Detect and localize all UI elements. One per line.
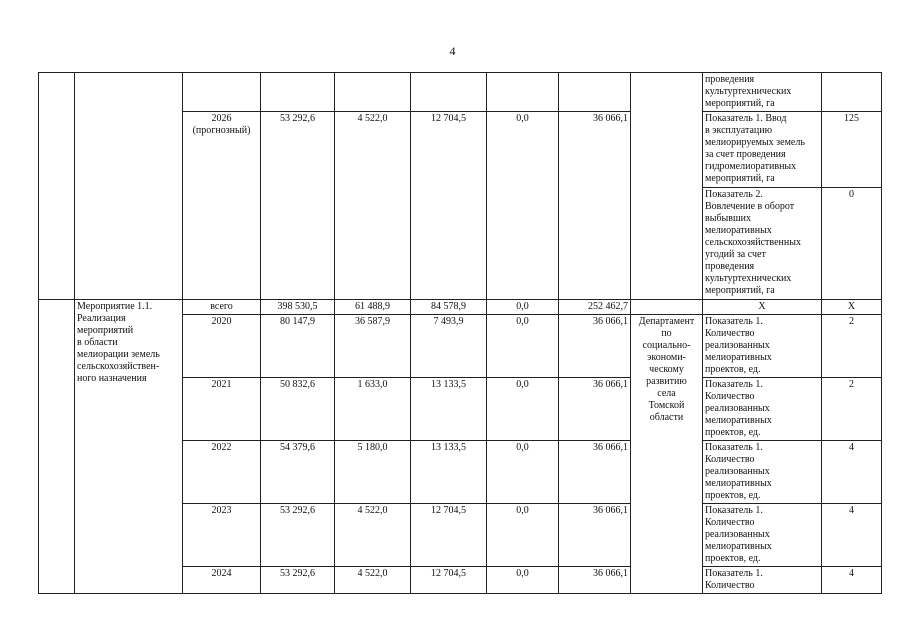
indicator-cell: Х xyxy=(703,300,822,315)
amount-cell: 36 066,1 xyxy=(559,441,631,504)
amount-cell: 53 292,6 xyxy=(261,504,335,567)
amount-cell: 12 704,5 xyxy=(411,504,487,567)
amount-cell: 80 147,9 xyxy=(261,315,335,378)
amount-cell: 12 704,5 xyxy=(411,112,487,300)
indicator-cell: Показатель 1. Количество реализованных мелиоративных проектов, ед. xyxy=(703,378,822,441)
amount-cell: 12 704,5 xyxy=(411,567,487,594)
amount-cell: 0,0 xyxy=(487,112,559,300)
amount-cell: 53 292,6 xyxy=(261,112,335,300)
amount-cell: 0,0 xyxy=(487,315,559,378)
period-cell: всего xyxy=(183,300,261,315)
amount-cell: 50 832,6 xyxy=(261,378,335,441)
indicator-value: 0 xyxy=(822,188,882,300)
amount-cell: 252 462,7 xyxy=(559,300,631,315)
indicator-cell: проведения культуртехнических мероприятий, га xyxy=(703,73,822,112)
amount-cell: 7 493,9 xyxy=(411,315,487,378)
period-cell: 2026 (прогнозный) xyxy=(183,112,261,300)
amount-cell: 0,0 xyxy=(487,378,559,441)
indicator-value: 2 xyxy=(822,378,882,441)
amount-cell: 54 379,6 xyxy=(261,441,335,504)
indicator-value: 125 xyxy=(822,112,882,188)
period-cell: 2020 xyxy=(183,315,261,378)
amount-cell: 36 066,1 xyxy=(559,315,631,378)
amount-cell: 0,0 xyxy=(487,567,559,594)
executor-cell: Департамент по социально- экономи- ческому развитию села Томской области xyxy=(631,315,703,594)
amount-cell: 61 488,9 xyxy=(335,300,411,315)
amount-cell: 5 180,0 xyxy=(335,441,411,504)
indicator-value: 4 xyxy=(822,504,882,567)
indicator-cell: Показатель 1. Количество реализованных мелиоративных проектов, ед. xyxy=(703,504,822,567)
amount-cell: 36 066,1 xyxy=(559,112,631,300)
indicator-cell: Показатель 1. Ввод в эксплуатацию мелиорируемых земель за счет проведения гидромелиоративных мероприятий, га xyxy=(703,112,822,188)
amount-cell: 36 587,9 xyxy=(335,315,411,378)
amount-cell: 0,0 xyxy=(487,504,559,567)
program-table xyxy=(38,72,882,594)
indicator-cell: Показатель 1. Количество реализованных мелиоративных проектов, ед. xyxy=(703,315,822,378)
indicator-value: 4 xyxy=(822,441,882,504)
amount-cell: 1 633,0 xyxy=(335,378,411,441)
event-name: Мероприятие 1.1. Реализация мероприятий в области мелиорации земель сельскохозяйствен- ного назначения xyxy=(75,300,183,594)
indicator-value: 4 xyxy=(822,567,882,594)
amount-cell: 0,0 xyxy=(487,441,559,504)
period-cell: 2022 xyxy=(183,441,261,504)
amount-cell: 13 133,5 xyxy=(411,378,487,441)
amount-cell: 36 066,1 xyxy=(559,504,631,567)
indicator-cell: Показатель 1. Количество xyxy=(703,567,822,594)
amount-cell: 36 066,1 xyxy=(559,567,631,594)
table-row xyxy=(39,73,882,112)
period-cell: 2024 xyxy=(183,567,261,594)
amount-cell: 398 530,5 xyxy=(261,300,335,315)
indicator-cell: Показатель 1. Количество реализованных мелиоративных проектов, ед. xyxy=(703,441,822,504)
page-number: 4 xyxy=(449,44,456,58)
amount-cell: 4 522,0 xyxy=(335,504,411,567)
amount-cell: 13 133,5 xyxy=(411,441,487,504)
indicator-cell: Показатель 2. Вовлечение в оборот выбывших мелиоративных сельскохозяйственных угодий за счет проведения культуртехнических мероприятий, га xyxy=(703,188,822,300)
amount-cell: 4 522,0 xyxy=(335,567,411,594)
indicator-value: Х xyxy=(822,300,882,315)
amount-cell: 4 522,0 xyxy=(335,112,411,300)
amount-cell: 36 066,1 xyxy=(559,378,631,441)
amount-cell: 53 292,6 xyxy=(261,567,335,594)
amount-cell: 84 578,9 xyxy=(411,300,487,315)
period-cell: 2023 xyxy=(183,504,261,567)
table-row xyxy=(39,300,882,315)
period-cell: 2021 xyxy=(183,378,261,441)
indicator-value: 2 xyxy=(822,315,882,378)
amount-cell: 0,0 xyxy=(487,300,559,315)
